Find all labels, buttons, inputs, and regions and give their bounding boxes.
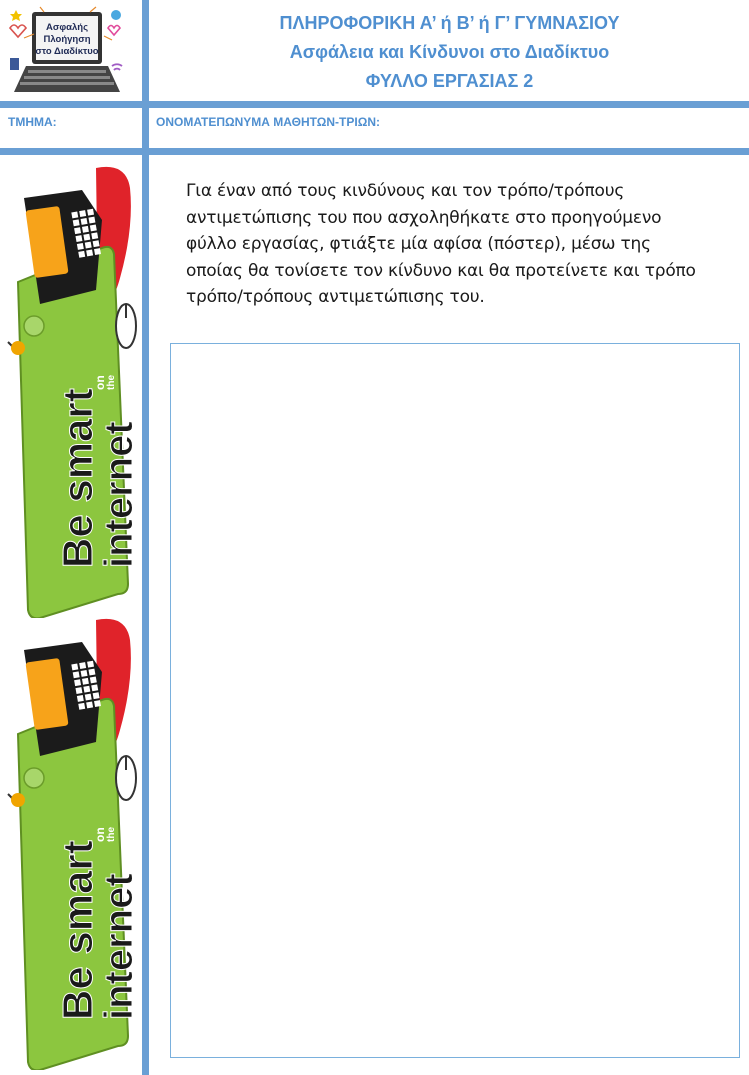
header-topic: Ασφάλεια και Κίνδυνοι στο Διαδίκτυο <box>289 42 610 62</box>
logo <box>4 6 130 98</box>
heart-icon <box>10 25 26 37</box>
instructions-line: φύλλο εργασίας, φτιάξτε μία αφίσα (πόστερ), μέσω της <box>186 234 651 254</box>
heart-icon-right <box>108 26 120 36</box>
banner-text-on: on <box>93 375 107 390</box>
banner-text-be-smart: Be smart <box>54 840 101 1020</box>
instructions-line: Για έναν από τους κινδύνους και τον τρόπο/τρόπους <box>186 181 625 201</box>
student-names-label: ΟΝΟΜΑΤΕΠΩΝΥΜΑ ΜΑΘΗΤΩΝ-ΤΡΙΩΝ: <box>156 115 380 129</box>
star-icon <box>10 10 22 21</box>
banner-text-be-smart: Be smart <box>54 388 101 568</box>
wifi-icon <box>112 64 122 70</box>
facebook-icon <box>10 58 19 70</box>
banner-text-the: the <box>106 827 117 842</box>
class-label: ΤΜΗΜΑ: <box>8 115 57 129</box>
banner-text-the: the <box>106 375 117 390</box>
worksheet-title: ΦΥΛΛΟ ΕΡΓΑΣΙΑΣ 2 <box>365 71 534 91</box>
be-smart-banner-second <box>0 610 142 1070</box>
header-subject: ΠΛΗΡΟΦΟΡΙΚΗ Α’ ή Β’ ή Γ’ ΓΥΜΝΑΣΙΟΥ <box>279 13 620 33</box>
logo-text-line1: Ασφαλής <box>45 22 89 33</box>
banner-text-on: on <box>93 827 107 842</box>
header-divider <box>0 101 749 108</box>
logo-text-line3: στο Διαδίκτυο <box>35 46 99 57</box>
instructions-line: αντιμετώπισης του που ασχοληθήκατε στο προηγούμενο <box>186 207 662 228</box>
poster-drawing-area[interactable] <box>170 343 740 1058</box>
instructions <box>186 178 726 311</box>
banner-text-internet: internet <box>97 873 141 1020</box>
be-smart-banner <box>0 158 142 618</box>
instructions-line: τρόπο/τρόπους αντιμετώπισης του. <box>186 287 485 307</box>
labels-divider <box>0 148 749 155</box>
logo-text-line2: Πλοήγηση <box>43 34 91 45</box>
banner-text-internet: internet <box>97 421 141 568</box>
vertical-divider <box>142 0 149 1075</box>
bird-icon <box>111 10 121 20</box>
instructions-line: οποίας θα τονίσετε τον κίνδυνο και θα προτείνετε και τρόπο <box>186 260 696 281</box>
